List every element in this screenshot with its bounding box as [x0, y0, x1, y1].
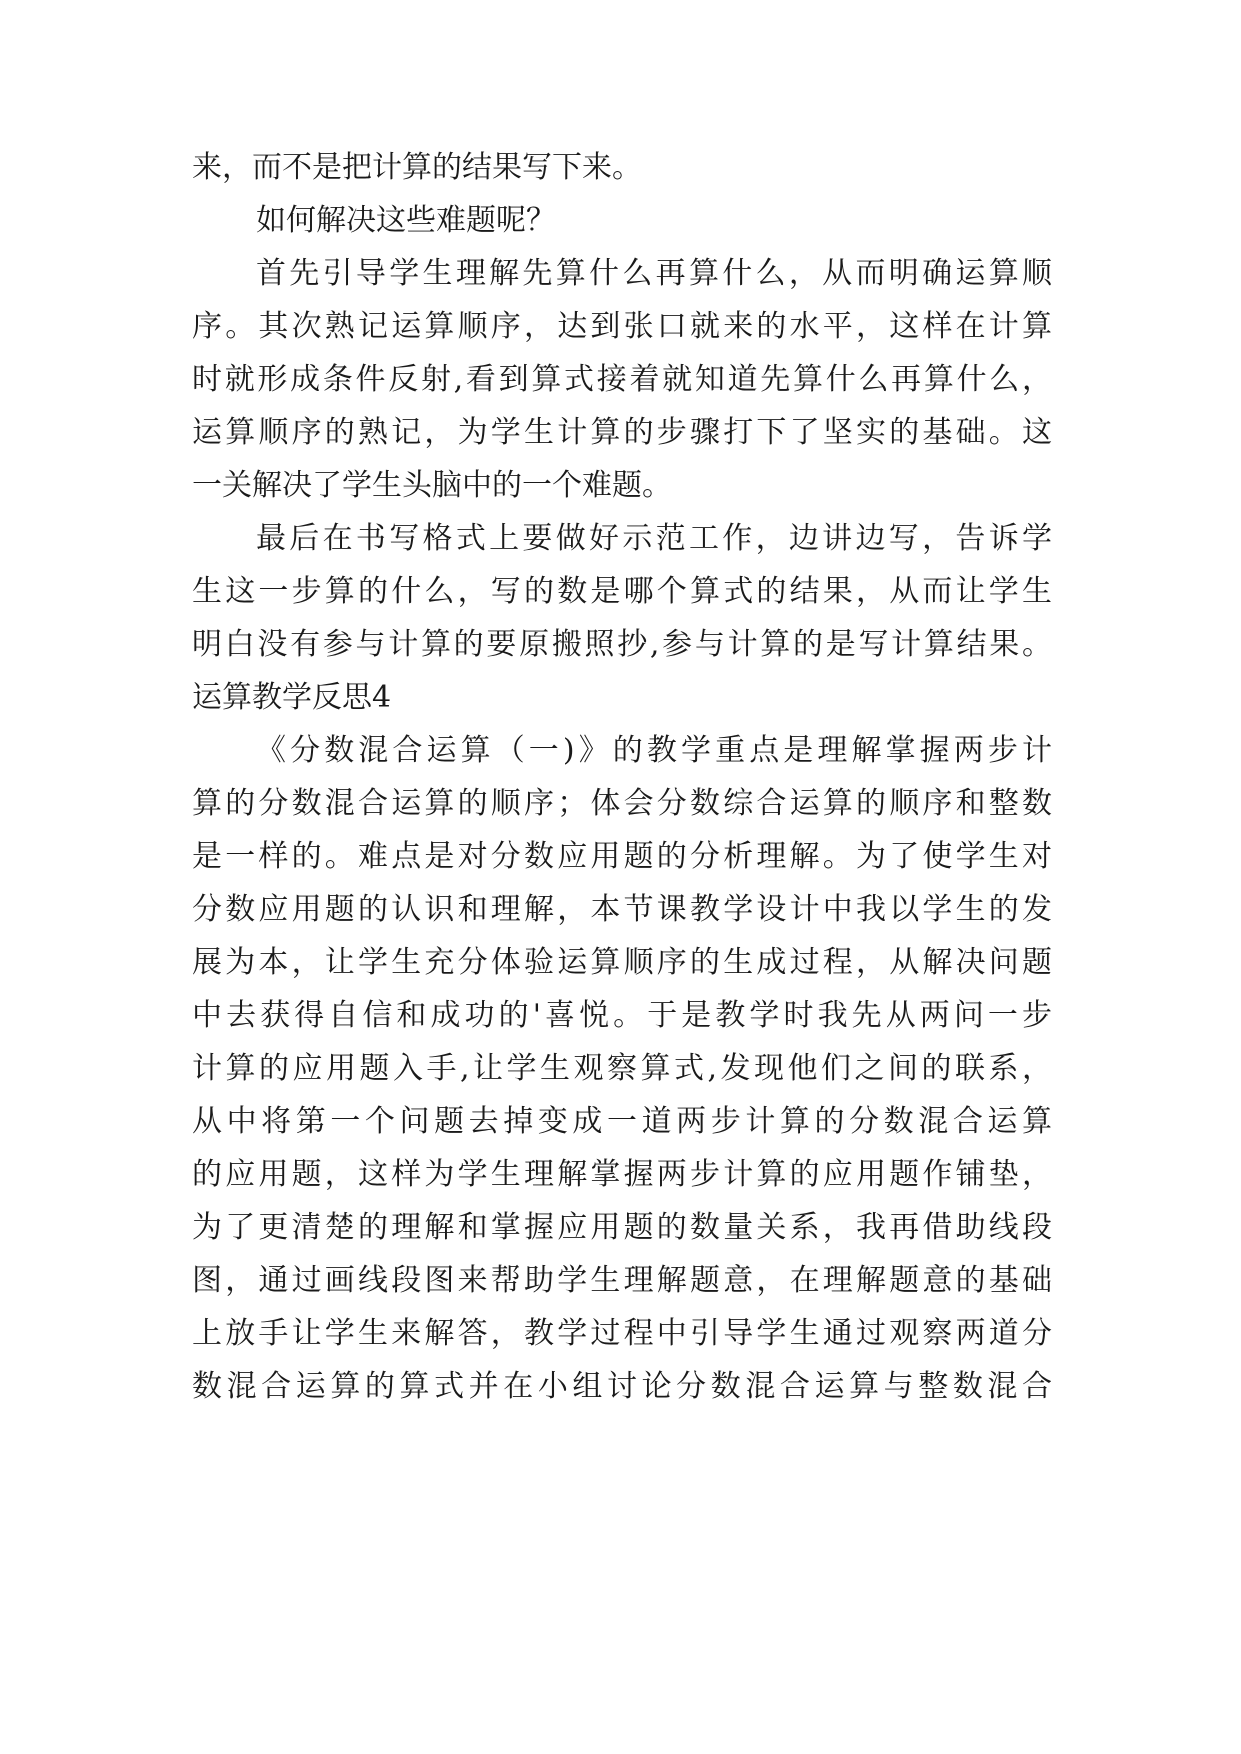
paragraph-start-line: 《分数混合运算（一)》的教学重点是理解掌握两步计 [256, 733, 1052, 768]
text-line: 展为本，让学生充分体验运算顺序的生成过程，从解决问题 [192, 945, 1052, 980]
section-heading: 运算教学反思4 [192, 680, 392, 715]
text-line: 计算的应用题入手,让学生观察算式,发现他们之间的联系， [192, 1051, 1052, 1086]
text-line: 数混合运算的算式并在小组讨论分数混合运算与整数混合 [192, 1369, 1052, 1404]
text-line: 一关解决了学生头脑中的一个难题。 [192, 468, 672, 503]
paragraph-start-line: 最后在书写格式上要做好示范工作，边讲边写，告诉学 [256, 521, 1052, 556]
text-line: 运算顺序的熟记，为学生计算的步骤打下了坚实的基础。这 [192, 415, 1052, 450]
text-line: 的应用题，这样为学生理解掌握两步计算的应用题作铺垫， [192, 1157, 1052, 1192]
text-line: 明白没有参与计算的要原搬照抄,参与计算的是写计算结果。 [192, 627, 1052, 662]
text-line: 生这一步算的什么，写的数是哪个算式的结果，从而让学生 [192, 574, 1052, 609]
text-line: 上放手让学生来解答，教学过程中引导学生通过观察两道分 [192, 1316, 1052, 1351]
text-line: 图，通过画线段图来帮助学生理解题意，在理解题意的基础 [192, 1263, 1052, 1298]
text-line: 分数应用题的认识和理解，本节课教学设计中我以学生的发 [192, 892, 1052, 927]
text-line: 为了更清楚的理解和掌握应用题的数量关系，我再借助线段 [192, 1210, 1052, 1245]
text-line: 来，而不是把计算的结果写下来。 [192, 150, 642, 185]
text-line: 是一样的。难点是对分数应用题的分析理解。为了使学生对 [192, 839, 1052, 874]
text-line: 算的分数混合运算的顺序；体会分数综合运算的顺序和整数 [192, 786, 1052, 821]
text-line: 中去获得自信和成功的'喜悦。于是教学时我先从两问一步 [192, 998, 1052, 1033]
text-line: 序。其次熟记运算顺序，达到张口就来的水平，这样在计算 [192, 309, 1052, 344]
text-line: 时就形成条件反射,看到算式接着就知道先算什么再算什么， [192, 362, 1052, 397]
paragraph-start-line: 首先引导学生理解先算什么再算什么，从而明确运算顺 [256, 256, 1052, 291]
text-line: 如何解决这些难题呢？ [256, 203, 556, 238]
text-line: 从中将第一个问题去掉变成一道两步计算的分数混合运算 [192, 1104, 1052, 1139]
